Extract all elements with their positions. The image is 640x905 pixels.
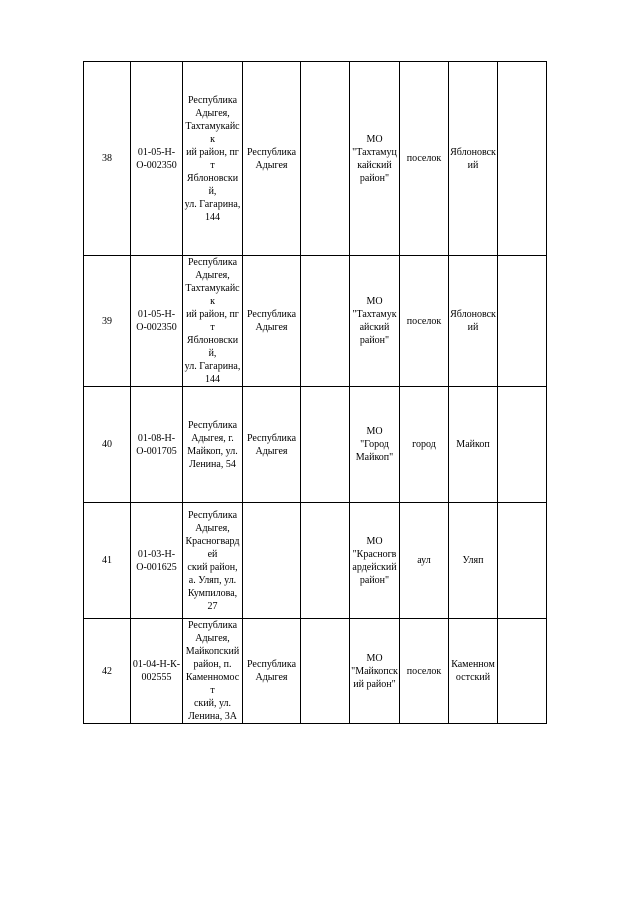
- municipality-cell: МО "Город Майкоп": [350, 387, 400, 503]
- table-row: [84, 503, 547, 619]
- address-cell: Республика Адыгея, Майкопский район, п. Каменномост ский, ул. Ленина, 3А: [183, 619, 243, 724]
- empty-cell: [301, 62, 350, 256]
- settlement-cell: Каменном остский: [449, 619, 498, 724]
- row-number-cell: 38: [84, 62, 131, 256]
- settlement-type-cell: поселок: [400, 619, 449, 724]
- code-cell: 01-03-Н- О-001625: [131, 503, 183, 619]
- municipality-cell: МО "Тахтамук айский район": [350, 256, 400, 387]
- code-cell: 01-08-Н- О-001705: [131, 387, 183, 503]
- table-row: [84, 256, 547, 387]
- code-cell: 01-04-Н-К- 002555: [131, 619, 183, 724]
- empty-cell: [301, 256, 350, 387]
- settlement-cell: Яблоновск ий: [449, 62, 498, 256]
- region-cell: Республика Адыгея: [243, 387, 301, 503]
- table-row: [84, 62, 547, 256]
- address-cell: Республика Адыгея, г. Майкоп, ул. Ленина, 54: [183, 387, 243, 503]
- registry-table: [83, 61, 547, 724]
- row-number-cell: 41: [84, 503, 131, 619]
- region-cell: Республика Адыгея: [243, 256, 301, 387]
- address-cell: Республика Адыгея, Тахтамукайск ий район, пгт Яблоновский, ул. Гагарина, 144: [183, 256, 243, 387]
- empty-cell: [498, 256, 547, 387]
- empty-cell: [301, 387, 350, 503]
- empty-cell: [498, 503, 547, 619]
- table-row: [84, 387, 547, 503]
- empty-cell: [498, 619, 547, 724]
- row-number-cell: 40: [84, 387, 131, 503]
- empty-cell: [498, 62, 547, 256]
- settlement-type-cell: поселок: [400, 256, 449, 387]
- settlement-cell: Майкоп: [449, 387, 498, 503]
- settlement-cell: Уляп: [449, 503, 498, 619]
- empty-cell: [301, 503, 350, 619]
- region-cell: Республика Адыгея: [243, 619, 301, 724]
- settlement-cell: Яблоновск ий: [449, 256, 498, 387]
- settlement-type-cell: поселок: [400, 62, 449, 256]
- address-cell: Республика Адыгея, Тахтамукайск ий район, пгт Яблоновский, ул. Гагарина, 144: [183, 62, 243, 256]
- municipality-cell: МО "Тахтамуц кайский район": [350, 62, 400, 256]
- code-cell: 01-05-Н- О-002350: [131, 62, 183, 256]
- settlement-type-cell: аул: [400, 503, 449, 619]
- address-cell: Республика Адыгея, Красногвардей ский район, а. Уляп, ул. Кумпилова, 27: [183, 503, 243, 619]
- municipality-cell: МО "Красногв ардейский район": [350, 503, 400, 619]
- municipality-cell: МО "Майкопск ий район": [350, 619, 400, 724]
- empty-cell: [498, 387, 547, 503]
- region-cell: [243, 503, 301, 619]
- row-number-cell: 42: [84, 619, 131, 724]
- code-cell: 01-05-Н- О-002350: [131, 256, 183, 387]
- row-number-cell: 39: [84, 256, 131, 387]
- region-cell: Республика Адыгея: [243, 62, 301, 256]
- settlement-type-cell: город: [400, 387, 449, 503]
- empty-cell: [301, 619, 350, 724]
- table-row: [84, 619, 547, 724]
